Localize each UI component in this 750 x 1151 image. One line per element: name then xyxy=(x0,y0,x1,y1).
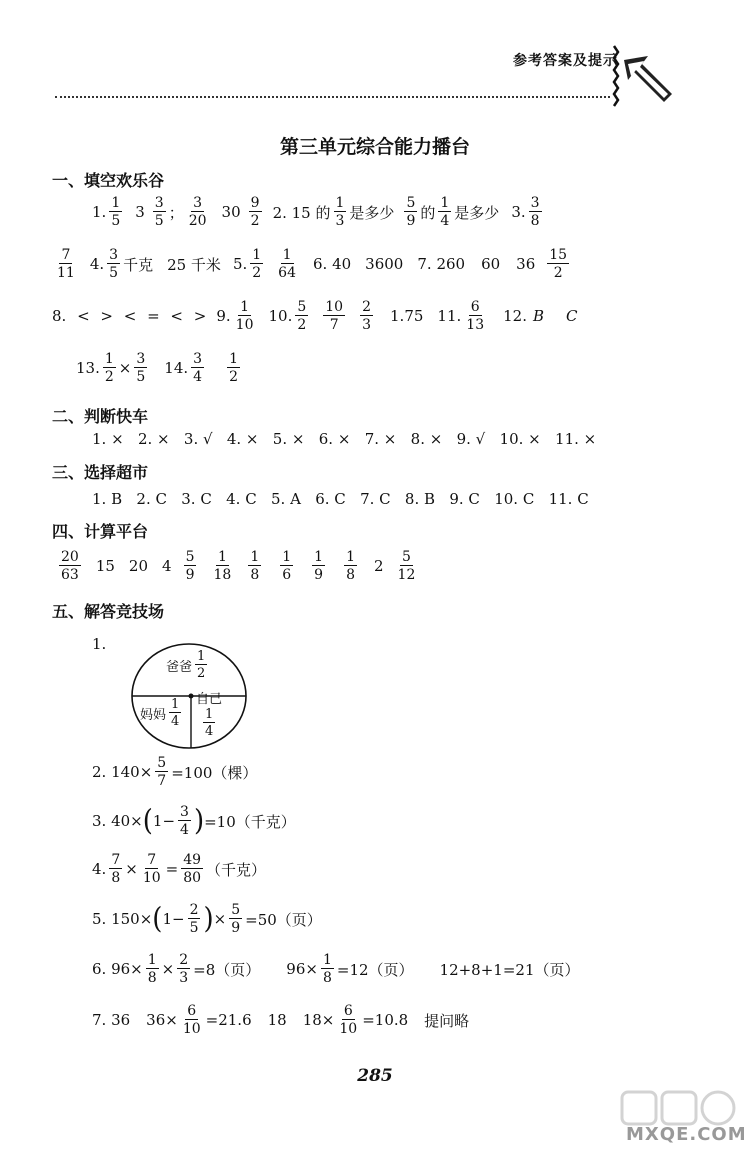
q-num: 3. xyxy=(511,203,526,221)
answer-text: 60 xyxy=(481,255,501,273)
q-num: 1. xyxy=(92,635,107,653)
q-num: 11. xyxy=(437,307,462,325)
fill-row-4 xyxy=(76,352,243,384)
q-num: 14. xyxy=(164,359,189,377)
fraction: 3 5 xyxy=(109,247,119,281)
answer-text: 36 xyxy=(516,255,536,273)
header-title: 参考答案及提示 xyxy=(513,53,618,69)
page-title: 第三单元综合能力播台 xyxy=(279,136,470,158)
answer-text: 3 xyxy=(135,203,145,221)
q-num: 9. xyxy=(216,307,231,325)
calc-answers xyxy=(56,550,420,582)
answer-text: 4 xyxy=(162,557,172,575)
fraction: 3 4 xyxy=(193,351,203,385)
answer-text: 15 xyxy=(95,557,115,575)
fraction: 3 20 xyxy=(188,195,207,229)
answer-text: 是多少 xyxy=(454,203,500,222)
fraction: 1 10 xyxy=(235,299,254,333)
q-num: 2. 15 的 xyxy=(272,203,331,222)
fraction: 10 7 xyxy=(325,299,344,333)
fraction: 1 3 xyxy=(335,195,345,229)
fraction: 1 64 xyxy=(278,247,296,281)
times-sign: × xyxy=(118,359,132,377)
answer-7: 7. 36 36× $\frac{6}{10}$ =21.6 18 18× $\frac{6}{10}$ =10.8 提问略 xyxy=(92,1003,470,1037)
answer-2: 2. 140× $\frac{5}{7}$ =100（棵） xyxy=(92,755,258,789)
fraction: 1 9 xyxy=(314,549,324,583)
answer-5: 5. 150× ( 1− $\frac{2}{5}$ ) × $\frac{5}{9}$ =50（页） xyxy=(92,902,322,936)
fraction: 20 63 xyxy=(61,549,79,583)
answer-text: C xyxy=(566,307,578,325)
section-heading-solve: 五、解答竞技场 xyxy=(52,602,165,621)
fraction: 9 2 xyxy=(250,195,260,229)
fraction: 5 12 xyxy=(397,549,416,583)
answer-text: B xyxy=(532,307,544,325)
answer-text: 1.75 xyxy=(390,307,424,325)
answer-text: 的 xyxy=(420,203,436,222)
semicolon: ； xyxy=(168,203,184,222)
q-num: 10. xyxy=(268,307,293,325)
answer-text: 是多少 xyxy=(349,203,395,222)
fill-row-2 xyxy=(52,248,572,280)
fraction: 2 3 xyxy=(362,299,372,333)
page-number: 285 xyxy=(357,1066,393,1086)
fraction: 3 8 xyxy=(530,195,540,229)
dad-label: 爸爸 1 2 xyxy=(166,649,206,681)
fraction: 1 2 xyxy=(252,247,262,281)
fraction: 6 13 xyxy=(466,299,485,333)
fraction: 1 18 xyxy=(213,549,232,583)
q-num: 7. 260 xyxy=(417,255,466,273)
fraction: 5 9 xyxy=(185,549,195,583)
q-num: 1. xyxy=(92,203,107,221)
fraction: 3 5 xyxy=(154,195,164,229)
answer-text: 25 千米 xyxy=(167,255,221,274)
fraction: 1 8 xyxy=(346,549,355,583)
section-heading-choice: 三、选择超市 xyxy=(52,463,149,482)
q-num: 8. < > < = < > xyxy=(52,307,207,325)
header-divider xyxy=(55,96,610,98)
section-heading-judge: 二、判断快车 xyxy=(52,407,149,426)
fraction: 7 11 xyxy=(57,247,75,281)
fraction: 15 2 xyxy=(549,247,568,281)
q-num: 4. xyxy=(89,255,105,273)
judge-answers: 1. × 2. × 3. √ 4. × 5. × 6. × 7. × 8. × 9. √ 10. × 11. × xyxy=(92,430,597,448)
fill-row-1 xyxy=(92,196,545,228)
mom-label: 妈妈 1 4 xyxy=(140,697,180,729)
fraction: 1 2 xyxy=(229,351,238,385)
section-heading-calc: 四、计算平台 xyxy=(52,522,149,541)
answer-text: 20 xyxy=(128,557,149,575)
answer-4: 4. $\frac{7}{8}$ × $\frac{7}{10}$ = $\frac{49}{80}$ （千克） xyxy=(92,852,267,886)
answer-text: 2 xyxy=(374,557,384,575)
fraction: 1 6 xyxy=(282,549,292,583)
answer-text: 3600 xyxy=(365,255,404,273)
fraction: 5 9 xyxy=(406,195,416,229)
fraction: $\frac{3}{5}$ xyxy=(136,351,146,385)
fraction: $\frac{1}{2}$ xyxy=(104,351,114,385)
watermark-text: MXQE.COM xyxy=(626,1124,747,1145)
answer-3: 3. 40× ( 1− $\frac{3}{4}$ ) =10（千克） xyxy=(92,804,296,838)
choice-answers: 1. B 2. C 3. C 4. C 5. A 6. C 7. C 8. B 9. C 10. C 11. C xyxy=(92,490,589,508)
fraction: 1 8 xyxy=(250,549,260,583)
answer-text: 千克 xyxy=(123,255,154,274)
q-num: 5. xyxy=(232,255,248,273)
answer-text: 30 xyxy=(221,203,241,221)
fraction: 5 2 xyxy=(297,299,307,333)
self-fraction: 1 4 xyxy=(205,707,214,739)
section-heading-fill: 一、填空欢乐谷 xyxy=(52,171,165,190)
q-num: 6. 40 xyxy=(313,255,352,273)
fill-row-3 xyxy=(52,300,577,332)
q-num: 13. xyxy=(76,359,100,377)
fraction: 1 5 xyxy=(111,195,121,229)
q-num: 12. xyxy=(503,307,527,325)
answer-6: 6. 96× $\frac{1}{8}$ × $\frac{2}{3}$ =8（页） 96× $\frac{1}{8}$ =12（页） 12+8+1=21（页） xyxy=(92,952,580,986)
fraction: 1 4 xyxy=(440,195,450,229)
arrow-logo-icon xyxy=(610,42,680,118)
self-label: 自己 xyxy=(196,692,223,707)
pie-diagram xyxy=(130,642,248,750)
